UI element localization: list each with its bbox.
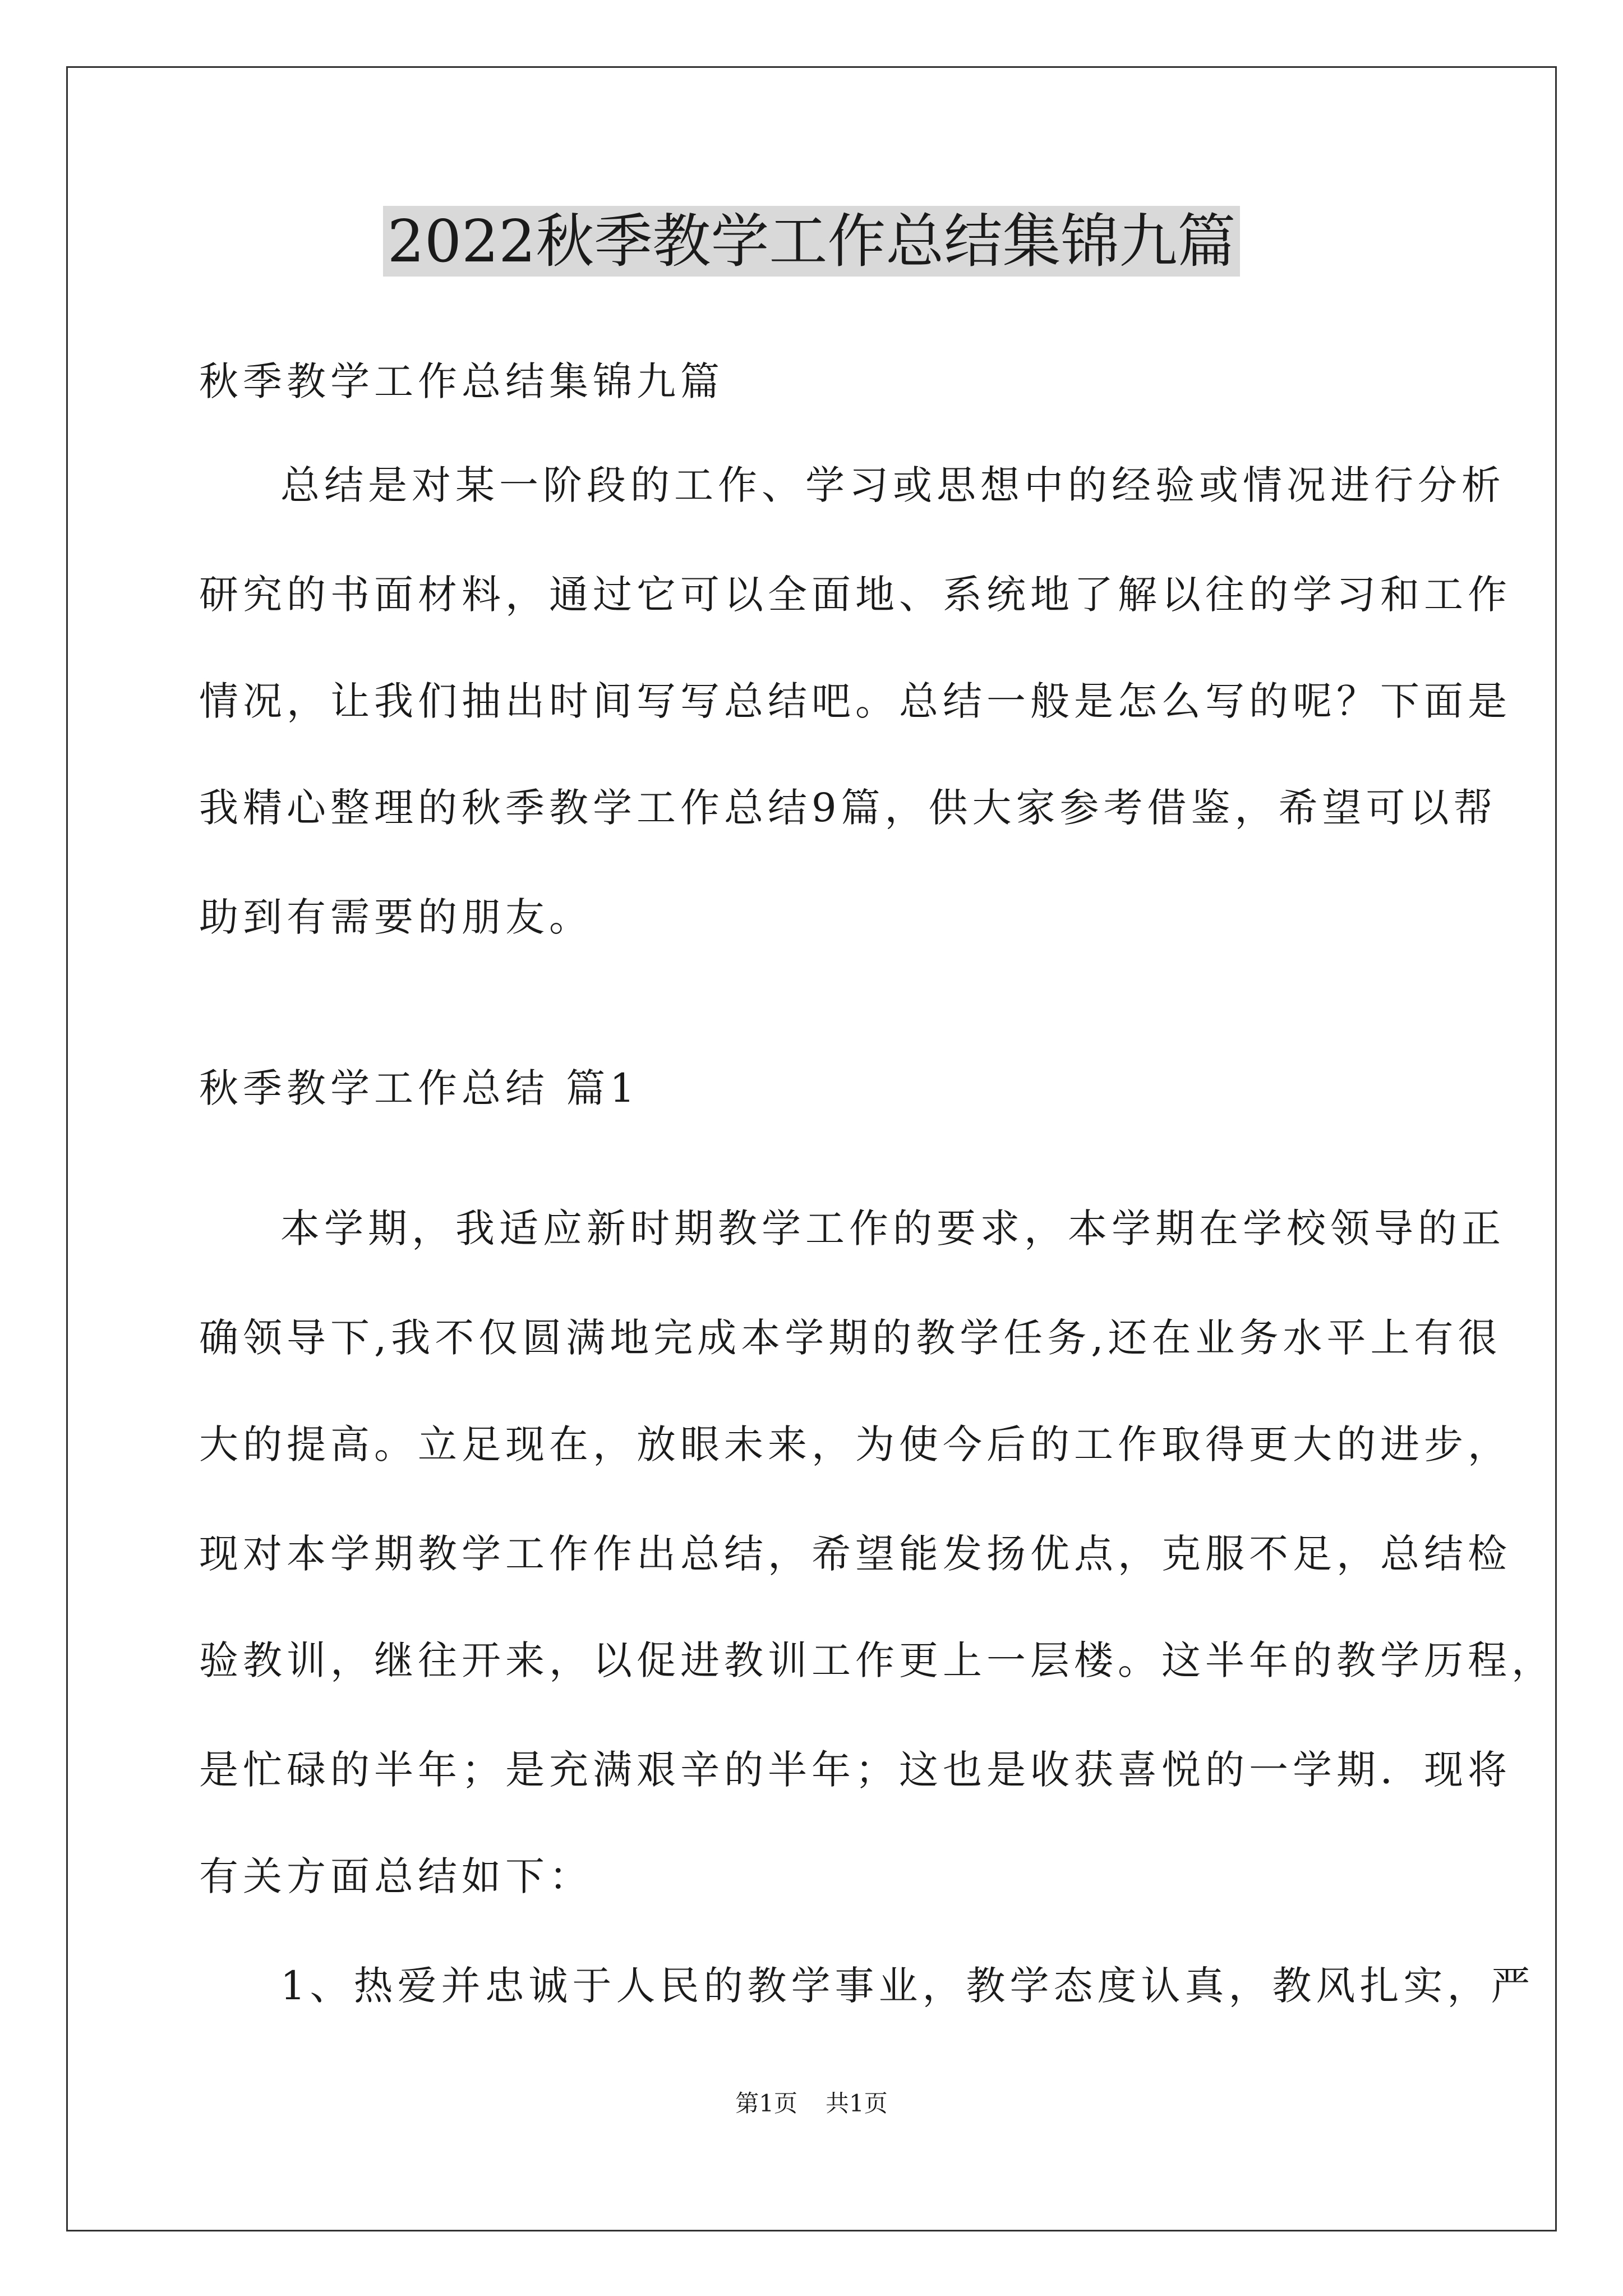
intro-line: 总结是对某一阶段的工作、学习或思想中的经验或情况进行分析 [280,462,1505,508]
document-title-text: 2022秋季教学工作总结集锦九篇 [383,206,1241,277]
document-title [0,202,1623,280]
item-line: 1、热爱并忠诚于人民的教学事业，教学态度认真，教风扎实，严 [280,1963,1535,2009]
section-line: 有关方面总结如下： [199,1853,593,1899]
page-total: 共1页 [826,2090,888,2117]
document-subtitle: 秋季教学工作总结集锦九篇 [199,358,724,404]
section-line: 验教训，继往开来，以促进教训工作更上一层楼。这半年的教学历程， [199,1637,1555,1683]
section-line: 现对本学期教学工作作出总结，希望能发扬优点，克服不足，总结检 [199,1531,1511,1577]
intro-line: 研究的书面材料，通过它可以全面地、系统地了解以往的学习和工作 [199,572,1511,618]
page-footer [0,2087,1623,2120]
section-line: 是忙碌的半年；是充满艰辛的半年；这也是收获喜悦的一学期．现将 [199,1747,1511,1793]
section-heading: 秋季教学工作总结 篇1 [199,1065,639,1111]
section-line: 本学期，我适应新时期教学工作的要求，本学期在学校领导的正 [280,1205,1505,1251]
intro-line: 我精心整理的秋季教学工作总结9篇，供大家参考借鉴，希望可以帮 [199,785,1497,831]
section-line: 确领导下,我不仅圆满地完成本学期的教学任务,还在业务水平上有很 [199,1315,1502,1361]
page-number: 第1页 [735,2090,797,2117]
intro-line: 助到有需要的朋友。 [199,894,593,940]
section-line: 大的提高。立足现在，放眼未来，为使今后的工作取得更大的进步， [199,1421,1511,1467]
intro-line: 情况，让我们抽出时间写写总结吧。总结一般是怎么写的呢？下面是 [199,678,1511,724]
